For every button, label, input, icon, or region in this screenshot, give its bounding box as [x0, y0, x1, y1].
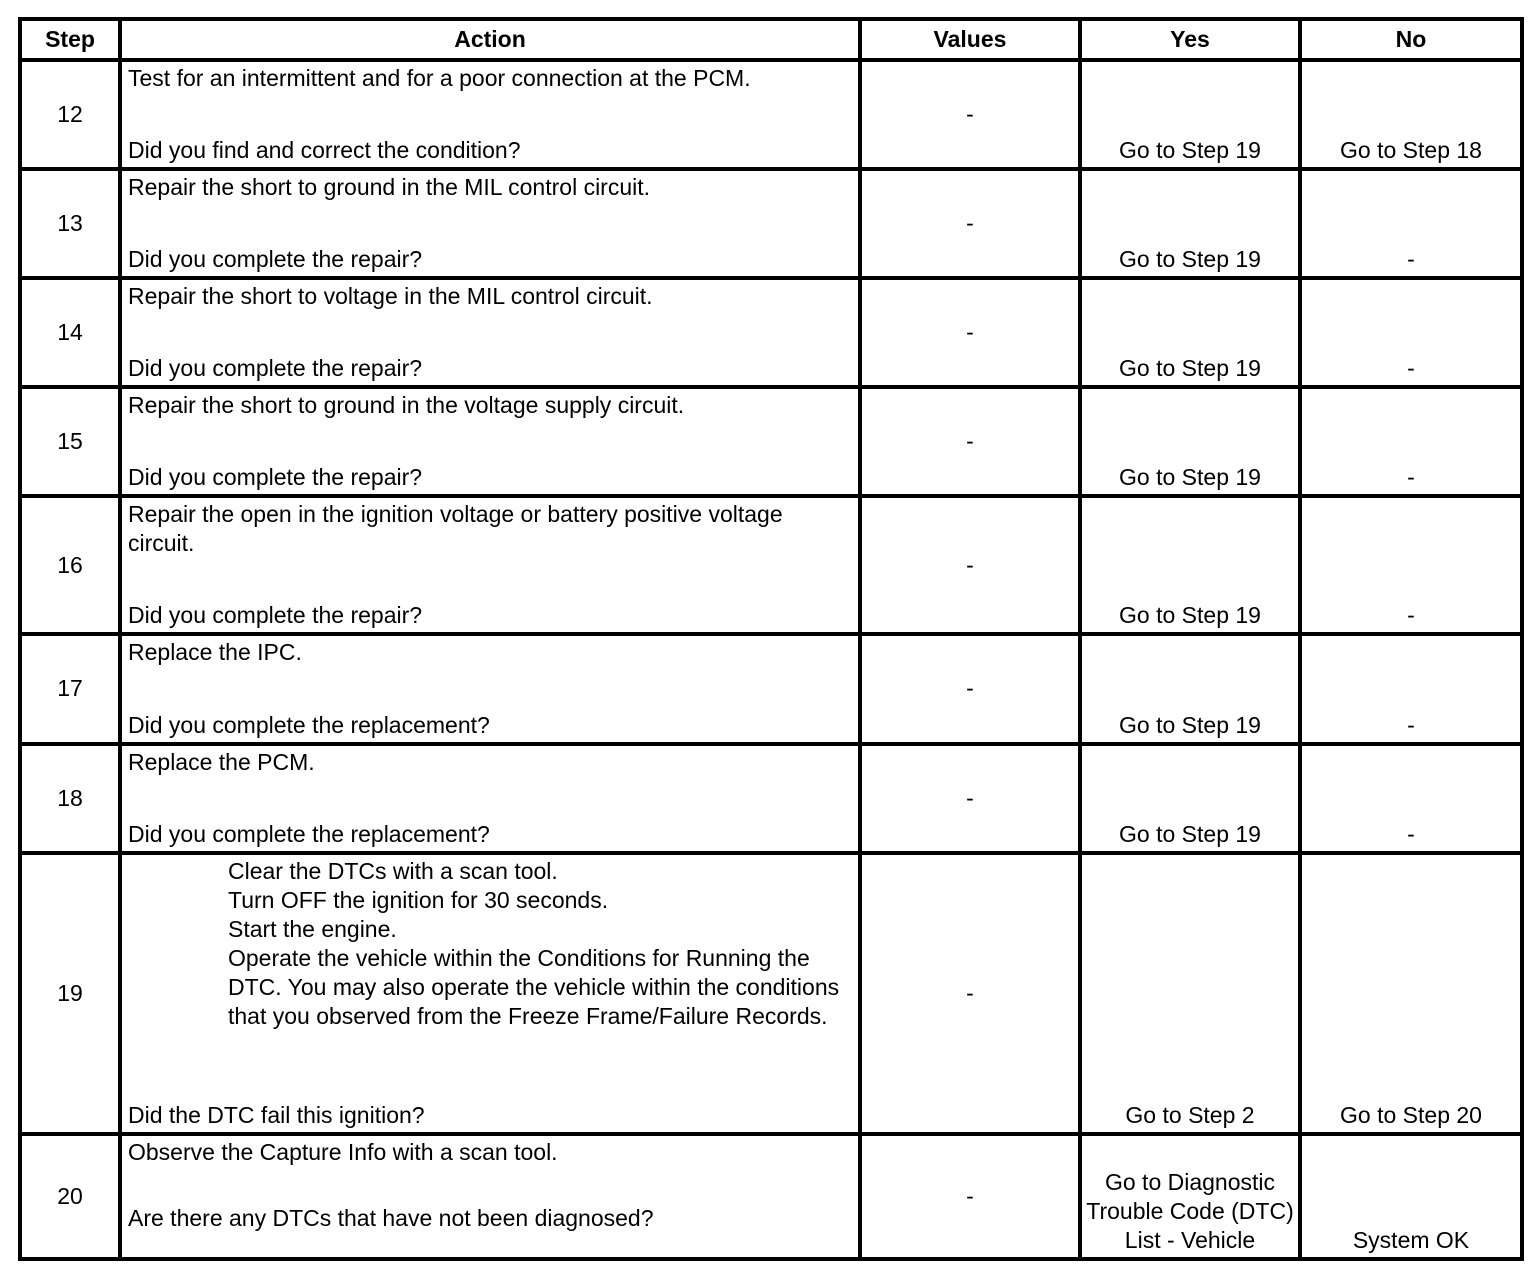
yes-cell: Go to Step 19: [1080, 634, 1300, 743]
table-row: [20, 853, 1522, 1134]
yes-cell: Go to Step 2: [1080, 853, 1300, 1134]
action-cell: [120, 1134, 860, 1259]
values-cell: -: [860, 496, 1080, 634]
checklist-item: Clear the DTCs with a scan tool.: [228, 857, 558, 884]
action-instruction: Repair the short to ground in the voltage supply circuit.: [128, 392, 685, 419]
table-row: [20, 1134, 1522, 1259]
step-number: 13: [20, 169, 120, 278]
action-instruction: Repair the short to voltage in the MIL control circuit.: [128, 283, 653, 310]
values-cell: -: [860, 1134, 1080, 1259]
action-instruction: Test for an intermittent and for a poor connection at the PCM.: [128, 65, 751, 91]
action-question: Did you complete the repair?: [128, 246, 423, 273]
yes-cell: Go to Step 19: [1080, 60, 1300, 169]
no-cell: -: [1300, 634, 1522, 743]
action-cell: [120, 853, 860, 1134]
yes-cell: Go to Step 19: [1080, 744, 1300, 853]
step-number: 17: [20, 634, 120, 743]
no-cell: Go to Step 18: [1300, 60, 1522, 169]
header-values: Values: [860, 19, 1080, 60]
action-instruction: Repair the short to ground in the MIL control circuit.: [128, 174, 651, 201]
no-cell: System OK: [1300, 1134, 1522, 1259]
yes-cell: Go to Step 19: [1080, 387, 1300, 496]
values-cell: -: [860, 60, 1080, 169]
no-cell: -: [1300, 387, 1522, 496]
step-number: 16: [20, 496, 120, 634]
header-yes: Yes: [1080, 19, 1300, 60]
values-cell: -: [860, 169, 1080, 278]
action-instruction: Replace the PCM.: [128, 748, 315, 775]
step-number: 19: [20, 853, 120, 1134]
action-question: Did you complete the repair?: [128, 355, 423, 382]
diagnostic-table: [18, 17, 1524, 1261]
action-checklist: [128, 857, 850, 1031]
action-question: Did you complete the replacement?: [128, 820, 490, 847]
table-row: [20, 496, 1522, 634]
action-cell: [120, 387, 860, 496]
checklist-item: Operate the vehicle within the Conditions for Running the DTC. You may also operate the vehicle within the conditions that you observed from the Freeze Frame/Failure Records.: [228, 944, 840, 1029]
action-cell: [120, 744, 860, 853]
table-row: [20, 634, 1522, 743]
step-number: 14: [20, 278, 120, 387]
table-row: [20, 60, 1522, 169]
table-row: [20, 169, 1522, 278]
header-no: No: [1300, 19, 1522, 60]
step-number: 15: [20, 387, 120, 496]
table-row: [20, 278, 1522, 387]
header-step: Step: [20, 19, 120, 60]
action-question: Did you complete the repair?: [128, 602, 423, 629]
values-cell: -: [860, 634, 1080, 743]
step-number: 12: [20, 60, 120, 169]
action-cell: [120, 496, 860, 634]
checklist-item: Turn OFF the ignition for 30 seconds.: [228, 886, 609, 913]
yes-cell: Go to Step 19: [1080, 169, 1300, 278]
action-cell: [120, 278, 860, 387]
no-cell: -: [1300, 496, 1522, 634]
action-cell: [120, 60, 860, 169]
header-row: [20, 19, 1522, 60]
no-cell: -: [1300, 169, 1522, 278]
values-cell: -: [860, 853, 1080, 1134]
step-number: 18: [20, 744, 120, 853]
action-question: Did you complete the replacement?: [128, 711, 490, 738]
no-cell: -: [1300, 744, 1522, 853]
action-instruction: Observe the Capture Info with a scan tool.: [128, 1138, 558, 1165]
values-cell: -: [860, 744, 1080, 853]
no-cell: -: [1300, 278, 1522, 387]
yes-cell: Go to Step 19: [1080, 278, 1300, 387]
no-cell: Go to Step 20: [1300, 853, 1522, 1134]
action-question: Are there any DTCs that have not been diagnosed?: [128, 1205, 654, 1231]
action-question: Did the DTC fail this ignition?: [128, 1101, 425, 1128]
yes-cell: Go to Diagnostic Trouble Code (DTC) List - Vehicle: [1080, 1134, 1300, 1259]
step-number: 20: [20, 1134, 120, 1259]
yes-cell: Go to Step 19: [1080, 496, 1300, 634]
values-cell: -: [860, 278, 1080, 387]
table-row: [20, 744, 1522, 853]
action-cell: [120, 634, 860, 743]
action-question: Did you find and correct the condition?: [128, 137, 521, 164]
action-instruction: Repair the open in the ignition voltage or battery positive voltage circuit.: [128, 501, 783, 557]
action-question: Did you complete the repair?: [128, 464, 423, 491]
table-row: [20, 387, 1522, 496]
header-action: Action: [120, 19, 860, 60]
checklist-item: Start the engine.: [228, 915, 397, 942]
values-cell: -: [860, 387, 1080, 496]
action-cell: [120, 169, 860, 278]
action-instruction: Replace the IPC.: [128, 639, 302, 666]
